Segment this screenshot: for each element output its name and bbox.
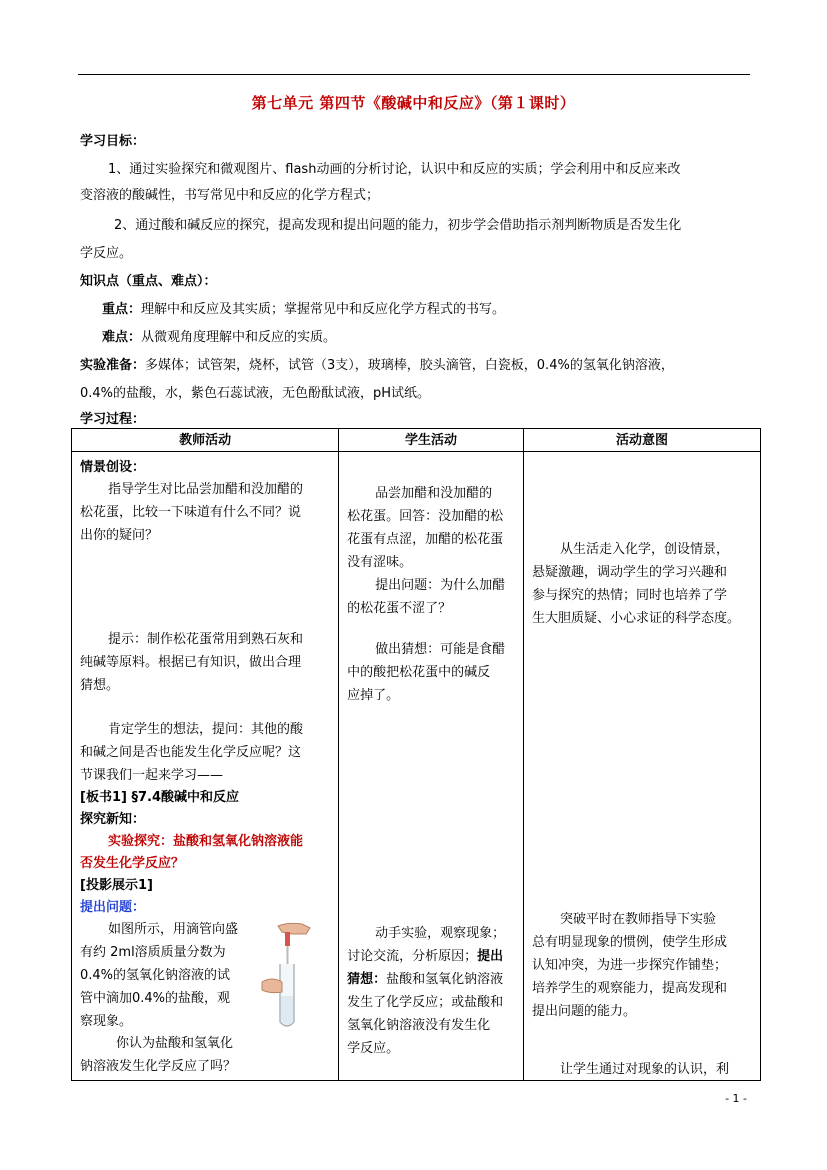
- teacher-text: 察现象。: [80, 1014, 133, 1029]
- intent-text: 悬疑激趣，调动学生的学习兴趣和: [531, 565, 727, 580]
- knowledge-label: 知识点（重点、难点）：: [80, 274, 217, 289]
- intent-text: 提出问题的能力。: [531, 1004, 636, 1019]
- student-text-bold: 提出: [477, 949, 504, 964]
- teacher-text: 管中滴加0.4%的盐酸，观: [80, 991, 231, 1006]
- intent-text: 从生活走入化学，创设情景，: [559, 542, 729, 557]
- teacher-text: 钠溶液发生化学反应了吗？: [80, 1059, 237, 1074]
- scene-label: 情景创设：: [80, 460, 146, 475]
- header-intent: 活动意图: [523, 429, 760, 452]
- experiment-title-1: 实验探究：盐酸和氢氧化钠溶液能: [108, 834, 304, 849]
- teacher-text: 如图所示，用滴管向盛: [108, 922, 239, 937]
- student-text-bold: 猜想：: [347, 972, 387, 987]
- teacher-text: 指导学生对比品尝加醋和没加醋的: [108, 482, 304, 497]
- experiment-title-2: 否发生化学反应？: [80, 856, 185, 871]
- teacher-cell: [72, 452, 338, 1080]
- student-text-part: 盐酸和氢氧化钠溶液: [386, 972, 504, 987]
- student-text-part: 讨论交流，分析原因；: [347, 949, 478, 964]
- student-text: 应掉了。: [347, 688, 400, 703]
- header-student: 学生活动: [339, 429, 524, 452]
- teacher-text: 猜想。: [80, 678, 120, 693]
- intent-text: 认知冲突，为进一步探究作铺垫；: [531, 958, 727, 973]
- student-text: 动手实验，观察现象；: [375, 926, 506, 941]
- student-text: 没有涩味。: [347, 555, 413, 570]
- student-text: 发生了化学反应；或盐酸和: [347, 995, 504, 1010]
- student-text: [347, 968, 503, 987]
- lesson-table: [71, 428, 761, 1081]
- key-point-text: 理解中和反应及其实质；掌握常见中和反应化学方程式的书写。: [141, 302, 506, 317]
- prep-text-1: 多媒体；试管架，烧杯，试管（3支），玻璃棒，胶头滴管，白瓷板，0.4%的氢氧化钠溶液，: [145, 358, 674, 373]
- difficult-point-label: 难点：: [102, 330, 142, 345]
- teacher-text: 松花蛋，比较一下味道有什么不同？说: [80, 505, 302, 520]
- student-text: 品尝加醋和没加醋的: [375, 486, 493, 501]
- process-label: 学习过程：: [80, 412, 146, 427]
- intent-text: 总有明显现象的惯例，使学生形成: [531, 935, 727, 950]
- intent-text: 突破平时在教师指导下实验: [559, 912, 716, 927]
- objective-1-line-1: 1、通过实验探究和微观图片、flash动画的分析讨论，认识中和反应的实质；学会利用中和反应来改: [108, 162, 681, 177]
- test-tube-illustration: [258, 922, 322, 1032]
- projection-note: [投影展示1]: [80, 878, 153, 893]
- objective-1-line-2: 变溶液的酸碱性，书写常见中和反应的化学方程式；: [80, 188, 380, 203]
- teacher-text: 节课我们一起来学习——: [80, 768, 224, 783]
- teacher-text: 0.4%的氢氧化钠溶液的试: [80, 968, 231, 983]
- objectives-label: 学习目标：: [80, 134, 146, 149]
- intent-text: 让学生通过对现象的认识，利: [559, 1062, 729, 1077]
- teacher-text: 有约 2ml溶质质量分数为: [80, 945, 226, 960]
- student-text: 提出问题：为什么加醋: [375, 578, 506, 593]
- teacher-text: 你认为盐酸和氢氧化: [116, 1036, 234, 1051]
- prep-line-2: 0.4%的盐酸，水，紫色石蕊试液，无色酚酞试液，pH试纸。: [80, 386, 431, 401]
- student-text: 松花蛋。回答：没加醋的松: [347, 509, 504, 524]
- student-cell: [339, 452, 523, 1080]
- student-text: 花蛋有点涩，加醋的松花蛋: [347, 532, 504, 547]
- key-point-label: 重点：: [102, 302, 142, 317]
- explore-label: 探究新知：: [80, 812, 146, 827]
- intent-text: 参与探究的热情；同时也培养了学: [531, 588, 727, 603]
- teacher-text: 出你的疑问？: [80, 528, 159, 543]
- student-text: 氢氧化钠溶液没有发生化: [347, 1018, 491, 1033]
- board-note: [板书1] §7.4酸碱中和反应: [80, 790, 239, 805]
- student-text: [347, 945, 503, 964]
- student-text: 学反应。: [347, 1041, 400, 1056]
- key-point: [102, 298, 505, 317]
- student-text: 中的酸把松花蛋中的碱反: [347, 665, 491, 680]
- difficult-point-text: 从微观角度理解中和反应的实质。: [141, 330, 337, 345]
- teacher-text: 肯定学生的想法，提问：其他的酸: [108, 722, 304, 737]
- objective-2-line-2: 学反应。: [80, 246, 133, 261]
- student-text: 的松花蛋不涩了？: [347, 601, 452, 616]
- intent-text: 培养学生的观察能力，提高发现和: [531, 981, 727, 996]
- teacher-text: 提示：制作松花蛋常用到熟石灰和: [108, 632, 304, 647]
- page-title: 第七单元 第四节《酸碱中和反应》（第１课时）: [251, 94, 576, 112]
- question-label: 提出问题：: [80, 900, 146, 915]
- intent-cell: [524, 452, 760, 1080]
- teacher-text: 和碱之间是否也能发生化学反应呢？这: [80, 745, 302, 760]
- intent-text: 生大胆质疑、小心求证的科学态度。: [531, 611, 740, 626]
- prep-line-1: [80, 354, 674, 373]
- header-teacher: 教师活动: [72, 429, 339, 452]
- objective-2-line-1: 2、通过酸和碱反应的探究，提高发现和提出问题的能力，初步学会借助指示剂判断物质是否发生化: [114, 218, 682, 233]
- difficult-point: [102, 326, 336, 345]
- header-rule: [78, 74, 750, 75]
- student-text: 做出猜想：可能是食醋: [375, 642, 506, 657]
- prep-label: 实验准备：: [80, 358, 146, 373]
- page-number: - 1 -: [725, 1092, 747, 1105]
- teacher-text: 纯碱等原料。根据已有知识，做出合理: [80, 655, 302, 670]
